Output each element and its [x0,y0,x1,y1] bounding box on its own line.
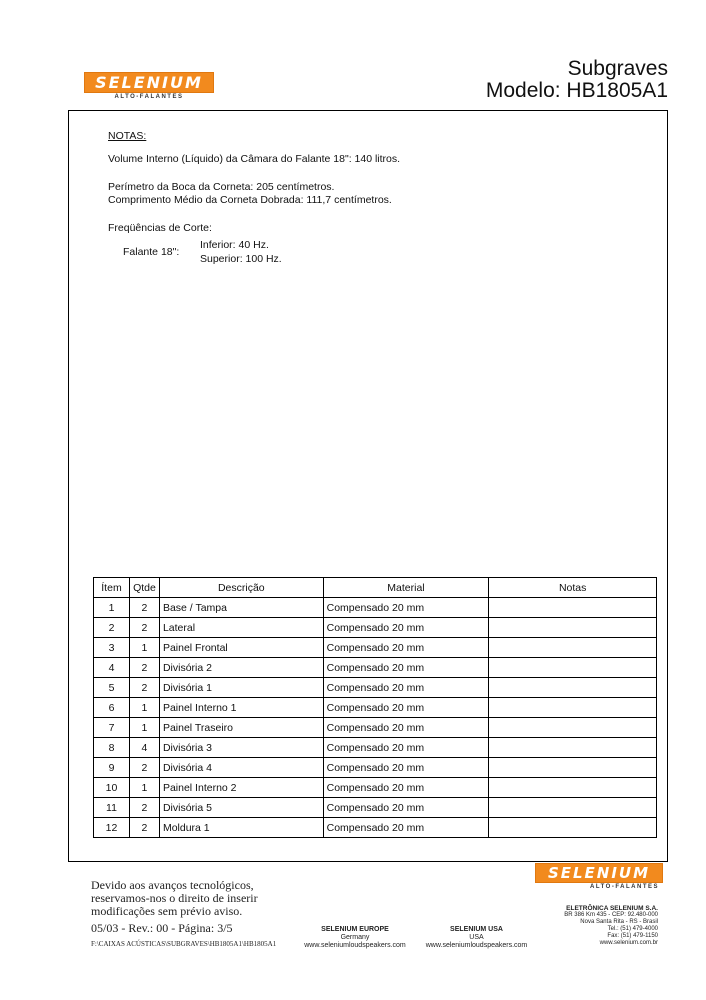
cell-notes [489,758,657,778]
cell-item: 12 [94,818,130,838]
cell-material: Compensado 20 mm [323,678,489,698]
parts-table-body [94,598,657,838]
disclaimer-line-1: Devido aos avanços tecnológicos, [91,878,254,892]
cell-item: 9 [94,758,130,778]
table-row [94,818,657,838]
selenium-europe [290,926,420,950]
lower-cutoff: Inferior: 40 Hz. [200,239,269,251]
cell-qty: 1 [129,698,159,718]
cell-material: Compensado 20 mm [323,598,489,618]
company-site: www.selenium.com.br [599,940,658,946]
speaker-label: Falante 18": [123,246,180,258]
cell-notes [489,618,657,638]
footer-brand-wordmark: SELENIUM [535,863,663,883]
cell-item: 11 [94,798,130,818]
cell-item: 4 [94,658,130,678]
header-description: Descrição [159,578,323,598]
cell-description: Divisória 1 [159,678,323,698]
notes-title: NOTAS: [108,130,147,142]
cell-item: 5 [94,678,130,698]
company-info [564,905,658,947]
note-length: Comprimento Médio da Corneta Dobrada: 111,7 centímetros. [108,194,392,206]
cell-description: Painel Frontal [159,638,323,658]
cell-description: Painel Interno 1 [159,698,323,718]
parts-table [93,577,657,838]
cell-description: Divisória 2 [159,658,323,678]
revision-info: 05/03 - Rev.: 00 - Página: 3/5 [91,921,233,935]
disclaimer-line-3: modificações sem prévio aviso. [91,904,243,918]
selenium-usa [414,926,539,950]
header-item: Ítem [94,578,130,598]
disclaimer-line-2: reservamos-nos o direito de inserir [91,891,258,905]
europe-name: SELENIUM EUROPE [321,926,389,933]
cell-notes [489,818,657,838]
cell-material: Compensado 20 mm [323,698,489,718]
cell-qty: 2 [129,678,159,698]
cell-item: 1 [94,598,130,618]
cell-qty: 2 [129,758,159,778]
table-row [94,638,657,658]
table-row [94,678,657,698]
cell-material: Compensado 20 mm [323,618,489,638]
cell-notes [489,738,657,758]
cell-notes [489,678,657,698]
cell-qty: 2 [129,818,159,838]
brand-wordmark: SELENIUM [84,72,214,93]
footer-brand-subtitle: ALTO-FALANTES [590,884,659,890]
cell-qty: 1 [129,718,159,738]
cell-notes [489,778,657,798]
table-header-row [94,578,657,598]
header-material: Material [323,578,489,598]
document-title [486,58,668,102]
cell-description: Painel Traseiro [159,718,323,738]
table-row [94,778,657,798]
cell-qty: 2 [129,658,159,678]
cell-item: 10 [94,778,130,798]
table-row [94,798,657,818]
header-qty: Qtde [129,578,159,598]
cell-qty: 1 [129,778,159,798]
title-line-2: Modelo: HB1805A1 [485,79,668,102]
cell-notes [489,698,657,718]
note-volume: Volume Interno (Líquido) da Câmara do Falante 18": 140 litros. [108,153,401,165]
table-row [94,618,657,638]
usa-name: SELENIUM USA [450,926,503,933]
cell-description: Divisória 3 [159,738,323,758]
cell-notes [489,598,657,618]
company-address-1: BR 386 Km 435 - CEP: 92.480-000 [564,912,658,918]
cell-material: Compensado 20 mm [323,738,489,758]
title-line-1: Subgraves [567,57,668,80]
cell-material: Compensado 20 mm [323,718,489,738]
cell-material: Compensado 20 mm [323,798,489,818]
cell-material: Compensado 20 mm [323,638,489,658]
note-frequency-heading: Freqüências de Corte: [108,222,212,234]
table-row [94,698,657,718]
note-perimeter: Perímetro da Boca da Corneta: 205 centímetros. [108,181,335,193]
table-row [94,658,657,678]
cell-description: Divisória 5 [159,798,323,818]
table-row [94,718,657,738]
usa-country: USA [469,934,484,941]
footer-logo [535,863,663,890]
cell-description: Moldura 1 [159,818,323,838]
cell-notes [489,658,657,678]
cell-description: Base / Tampa [159,598,323,618]
upper-cutoff: Superior: 100 Hz. [200,253,282,265]
table-row [94,758,657,778]
cell-qty: 1 [129,638,159,658]
europe-country: Germany [340,934,370,941]
company-name: ELETRÔNICA SELENIUM S.A. [566,905,658,912]
cell-item: 2 [94,618,130,638]
header-logo [84,72,214,100]
notes-heading [108,130,146,143]
cell-qty: 2 [129,598,159,618]
cell-item: 7 [94,718,130,738]
brand-subtitle: ALTO-FALANTES [114,94,184,100]
europe-site: www.seleniumloudspeakers.com [304,942,406,949]
cell-description: Lateral [159,618,323,638]
file-path: F:\CAIXAS ACÚSTICAS\SUBGRAVES\HB1805A1\HB1805A1 [91,940,277,948]
table-row [94,598,657,618]
header-notes: Notas [489,578,657,598]
cell-notes [489,718,657,738]
cell-item: 6 [94,698,130,718]
cell-material: Compensado 20 mm [323,778,489,798]
cell-material: Compensado 20 mm [323,658,489,678]
cell-description: Painel Interno 2 [159,778,323,798]
cell-notes [489,638,657,658]
table-row [94,738,657,758]
cell-description: Divisória 4 [159,758,323,778]
cell-item: 8 [94,738,130,758]
company-fax: Fax: (51) 479-1150 [607,933,658,939]
cell-notes [489,798,657,818]
cell-item: 3 [94,638,130,658]
company-tel: Tel.: (51) 479-4000 [607,926,658,932]
cell-material: Compensado 20 mm [323,818,489,838]
usa-site: www.seleniumloudspeakers.com [425,942,528,949]
cell-qty: 2 [129,798,159,818]
disclaimer [91,879,258,935]
cell-qty: 2 [129,618,159,638]
cell-material: Compensado 20 mm [323,758,489,778]
company-address-2: Nova Santa Rita - RS - Brasil [580,919,658,925]
cell-qty: 4 [129,738,159,758]
